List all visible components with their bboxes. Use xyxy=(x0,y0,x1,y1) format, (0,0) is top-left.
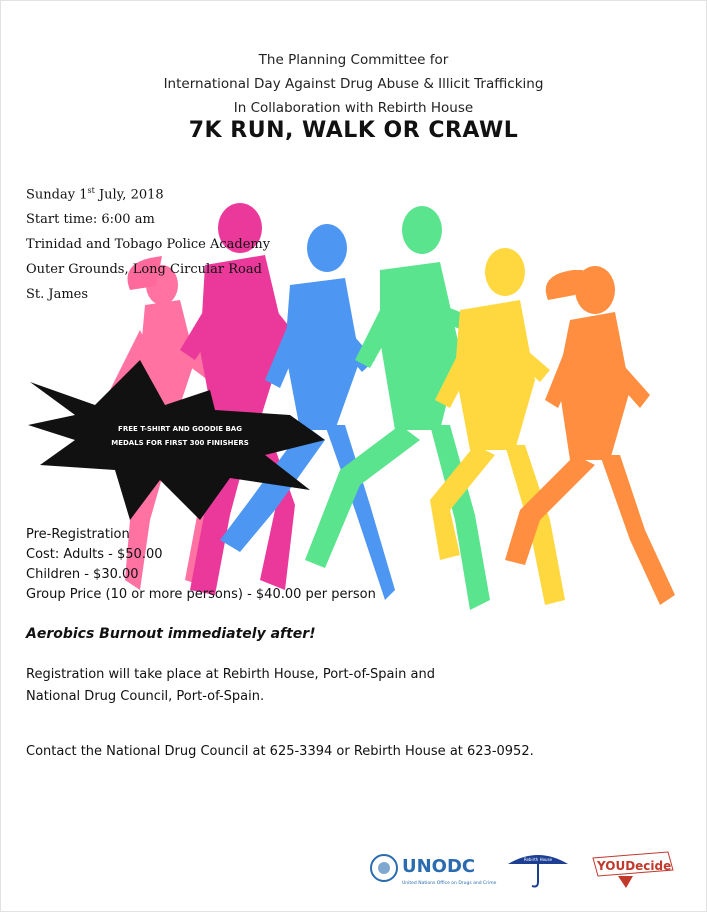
date-month-year: July, 2018 xyxy=(94,187,164,203)
area: St. James xyxy=(26,287,89,303)
header-line-3: In Collaboration with Rebirth House xyxy=(233,100,474,116)
price-children: Children - $30.00 xyxy=(26,567,139,582)
youdecide-label: YOUDecide xyxy=(597,859,672,873)
price-group: Group Price (10 or more persons) - $40.00 per person xyxy=(26,587,376,602)
pricing-section xyxy=(26,525,376,605)
address: Outer Grounds, Long Circular Road xyxy=(26,262,262,278)
event-date xyxy=(26,178,270,207)
registration-line-1: Registration will take place at Rebirth House, Port-of-Spain and xyxy=(26,667,435,682)
starburst-text xyxy=(100,422,260,450)
event-title: 7K RUN, WALK OR CRAWL xyxy=(188,118,519,143)
price-adults: Cost: Adults - $50.00 xyxy=(26,547,163,562)
header-line-2: International Day Against Drug Abuse & Illicit Trafficking xyxy=(163,76,544,92)
sponsor-logos xyxy=(368,846,688,894)
aerobics-note: Aerobics Burnout immediately after! xyxy=(26,626,316,642)
unodc-sublabel: United Nations Office on Drugs and Crime xyxy=(402,881,497,886)
venue: Trinidad and Tobago Police Academy xyxy=(26,237,271,253)
date-day: Sunday 1 xyxy=(26,187,88,203)
date-suffix: st xyxy=(87,186,95,195)
youdecide-logo xyxy=(593,852,673,888)
start-time: Start time: 6:00 am xyxy=(26,212,155,228)
rebirth-house-logo xyxy=(508,855,568,887)
burst-line-1: FREE T-SHIRT AND GOODIE BAG xyxy=(118,425,242,433)
rebirth-label: Rebirth House xyxy=(523,857,553,862)
burst-line-2: MEDALS FOR FIRST 300 FINISHERS xyxy=(111,439,249,447)
registration-line-2: National Drug Council, Port-of-Spain. xyxy=(26,689,265,704)
contact-info: Contact the National Drug Council at 625-3394 or Rebirth House at 623-0952. xyxy=(26,744,534,759)
unodc-logo xyxy=(371,855,497,886)
header-line-1: The Planning Committee for xyxy=(258,52,449,68)
event-details xyxy=(26,178,270,307)
unodc-label: UNODC xyxy=(402,856,476,877)
registration-info xyxy=(26,664,586,708)
pricing-heading: Pre-Registration xyxy=(26,527,130,542)
